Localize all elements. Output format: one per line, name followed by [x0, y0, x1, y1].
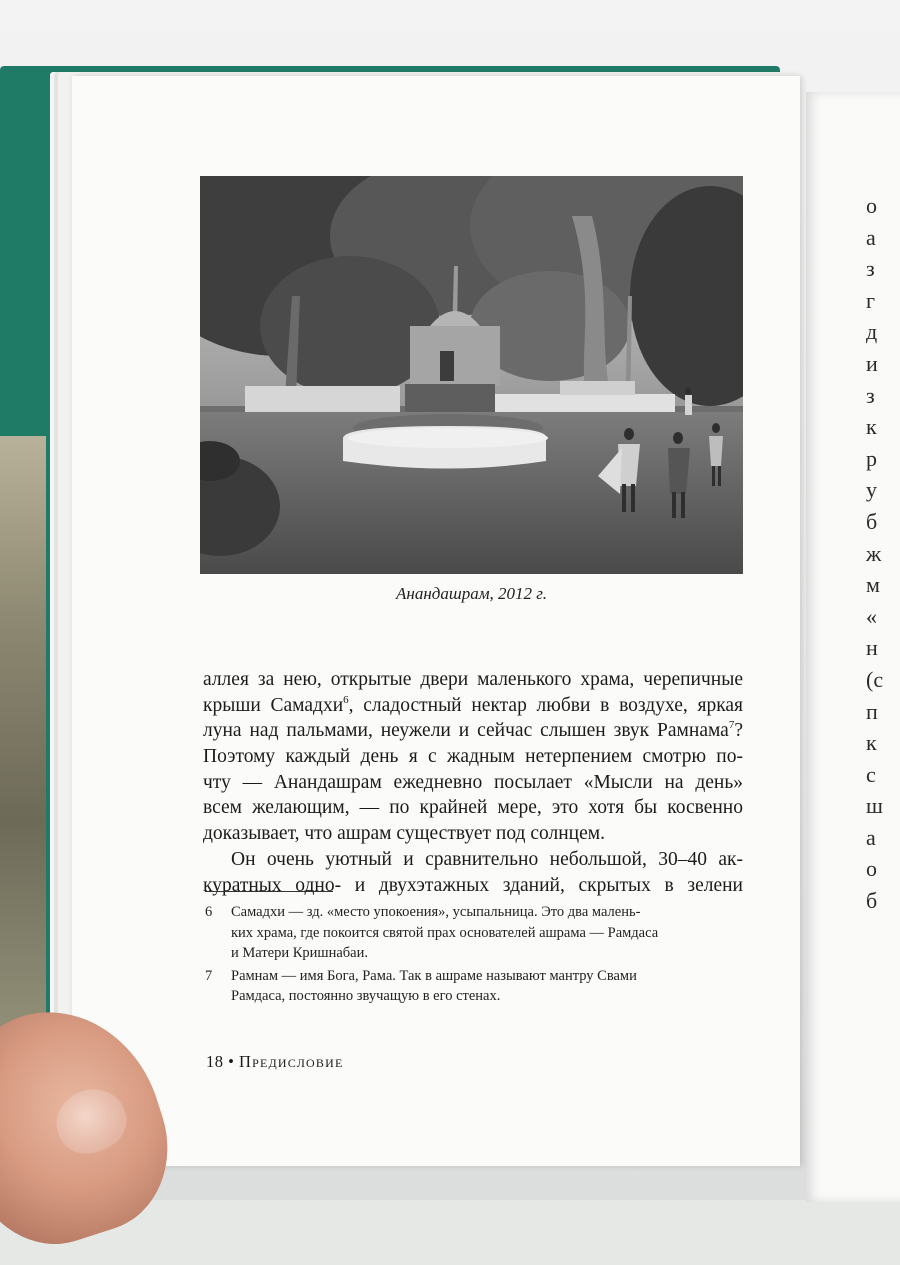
facing-page-fragment: д — [866, 319, 878, 345]
body-line: куратных одно- и двухэтажных зданий, скрытых в зелени — [203, 874, 743, 896]
footer-bullet: • — [228, 1052, 235, 1071]
footnote-line: ких храма, где покоится святой прах основателей ашрама — Рамдаса — [231, 924, 659, 941]
footnote-ref-7: 7 — [728, 719, 735, 732]
page-number: 18 — [206, 1052, 224, 1071]
facing-page-text — [866, 190, 900, 917]
facing-page-fragment: а — [866, 824, 876, 850]
footnotes — [205, 902, 725, 1009]
body-line: аллея за нею, открытые двери маленького храма, черепичные — [203, 669, 743, 690]
section-title: Предисловие — [239, 1052, 344, 1071]
facing-page-fragment: б — [866, 888, 878, 914]
facing-page-fragment: ш — [866, 793, 883, 819]
facing-page-fragment: а — [866, 224, 876, 250]
facing-page-fragment: б — [866, 508, 878, 534]
facing-page-fragment: к — [866, 730, 877, 756]
footnote-number: 6 — [205, 904, 213, 920]
body-line: Поэтому каждый день я с жадным нетерпением смотрю по- — [203, 746, 743, 768]
facing-page-fragment: (с — [866, 666, 884, 692]
running-footer — [206, 1052, 344, 1072]
footnote-rule — [205, 891, 333, 892]
cover-photo-edge — [0, 436, 46, 1076]
facing-page-fragment: п — [866, 698, 878, 724]
facing-page-fragment: ж — [866, 540, 882, 566]
body-line: крыши Самадхи$^6$, сладостный нектар любви в воздухе, яркая — [203, 693, 744, 716]
facing-page-fragment: о — [866, 856, 877, 882]
facing-page-fragment: у — [866, 477, 877, 503]
body-line: всем желающим, — по крайней мере, это хотя бы косвенно — [203, 797, 743, 819]
footnote-6 — [205, 902, 725, 964]
facing-page-fragment: з — [866, 256, 875, 282]
body-line: Он очень уютный и сравнительно небольшой, 30–40 ак- — [231, 848, 743, 870]
facing-page-fragment: о — [866, 193, 877, 218]
footnote-line: Рамнам — имя Бога, Рама. Так в ашраме называют мантру Свами — [231, 967, 637, 984]
footnote-line: и Матери Кришнабаи. — [231, 945, 368, 961]
body-line: доказывает, что ашрам существует под солнцем. — [203, 823, 605, 845]
body-text — [203, 667, 743, 898]
footnote-line: Самадхи — зд. «место упокоения», усыпальница. Это два малень- — [231, 904, 641, 920]
facing-page-fragment: к — [866, 414, 877, 440]
facing-page-fragment: з — [866, 382, 875, 408]
footnote-line: Рамдаса, постоянно звучащую в его стенах. — [231, 988, 501, 1004]
photograph-image — [200, 176, 743, 574]
footnote-ref-6: 6 — [343, 693, 349, 706]
footnote-7 — [205, 966, 725, 1007]
footnote-number: 7 — [205, 967, 213, 984]
photo-caption: Анандашрам, 2012 г. — [396, 584, 547, 603]
facing-page-fragment: м — [866, 572, 880, 598]
facing-page-fragment: с — [866, 761, 876, 787]
facing-page-fragment: « — [866, 603, 877, 629]
body-line: чту — Анандашрам ежедневно посылает «Мысли на день» — [203, 771, 743, 793]
facing-page-fragment: р — [866, 445, 877, 471]
facing-page-fragment: г — [866, 287, 876, 313]
facing-page-fragment: н — [866, 635, 878, 661]
facing-page-fragment: и — [866, 350, 878, 376]
page-photograph — [200, 176, 743, 574]
body-line: луна над пальмами, неужели и сейчас слышен звук Рамнама$^7$? — [203, 719, 743, 742]
